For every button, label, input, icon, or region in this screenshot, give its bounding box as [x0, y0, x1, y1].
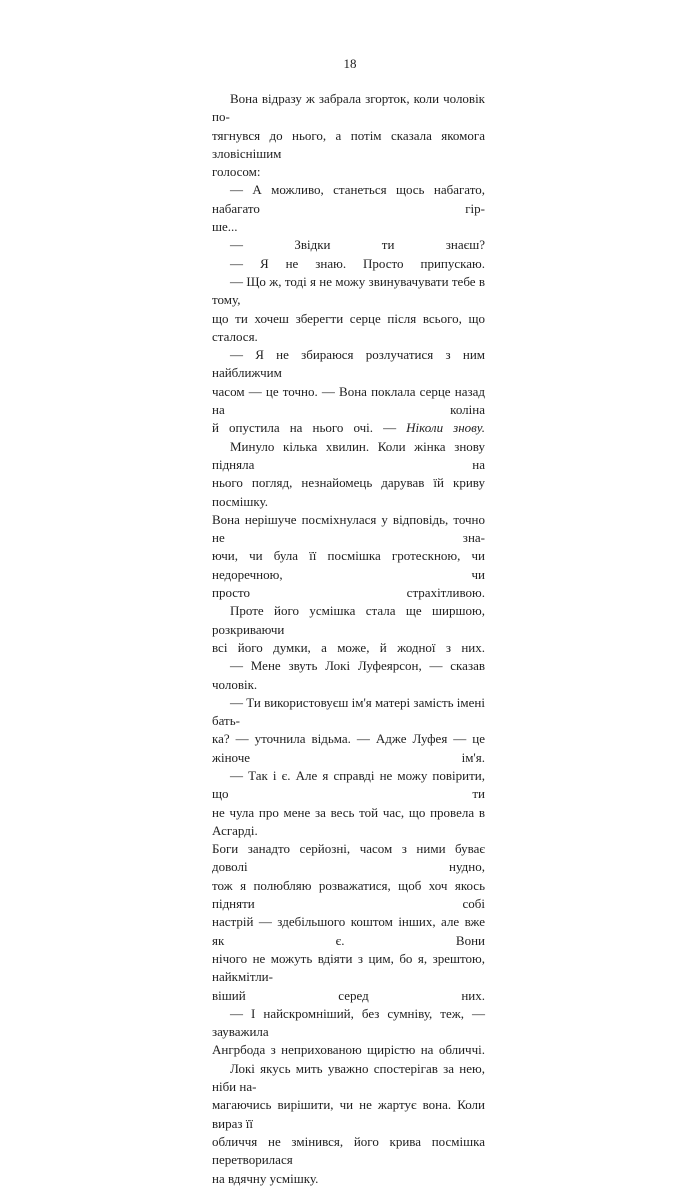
paragraph: — А можливо, станеться щось набагато, набагато гір- ше...	[212, 182, 485, 235]
paragraph: — Звідки ти знаєш?	[230, 237, 485, 253]
paragraph: — Я не збираюся розлучатися з ним найближчим часом — це точно. — Вона поклала серце назад на коліна й опустила на нього очі. — Ніколи знову.	[212, 347, 485, 436]
paragraph: Локі якусь мить уважно спостерігав за нею, ніби на- магаючись вирішити, чи не жартує вона. Коли вираз її обличчя не змінився, його крива посмішка перетворилася на вдячну усмішку.	[212, 1060, 485, 1186]
paragraph: — Так і є. Але я справді не можу повірити, що ти не чула про мене за весь той час, що провела в Асгарді. Боги занадто серйозні, часом з ними буває доволі нудно, тож я полюбляю розважатися, щоб хоч якось підняти собі настрій — здебільшого коштом інших, але вже як є. Вони нічого не можуть вдіяти з цим, бо я, зрештою, найкмітли- віший серед них.	[212, 767, 485, 1003]
italic-phrase: Ніколи знову.	[406, 420, 485, 436]
paragraph: — І найскромніший, без сумніву, теж, — зауважила Ангрбода з неприхованою щирістю на обличчі.	[212, 1005, 485, 1058]
page-number: 18	[343, 56, 357, 71]
paragraph: Вона відразу ж забрала згорток, коли чоловік по- тягнувся до нього, а потім сказала якомога зловіснішим голосом:	[212, 91, 485, 180]
paragraph: Минуло кілька хвилин. Коли жінка знову підняла на нього погляд, незнайомець дарував їй криву посмішку. Вона нерішуче посміхнулася у відповідь, точно не зна- ючи, чи була її посмішка гротескною, чи недоречною, чи просто страхітливою.	[212, 438, 485, 601]
paragraph: — Ти використовуєш ім'я матері замість імені бать- ка? — уточнила відьма. — Адже Луфея — це жіноче ім'я.	[212, 694, 485, 765]
paragraph: — Що ж, тоді я не можу звинувачувати тебе в тому, що ти хочеш зберегти серце після всього, що сталося.	[212, 273, 485, 344]
paragraph: — Мене звуть Локі Луфеярсон, — сказав чоловік.	[212, 658, 485, 692]
paragraph: Проте його усмішка стала ще ширшою, розкриваючи всі його думки, а може, й жодної з них.	[212, 603, 485, 655]
body-text	[212, 90, 485, 1188]
paragraph: — Я не знаю. Просто припускаю.	[230, 255, 485, 271]
